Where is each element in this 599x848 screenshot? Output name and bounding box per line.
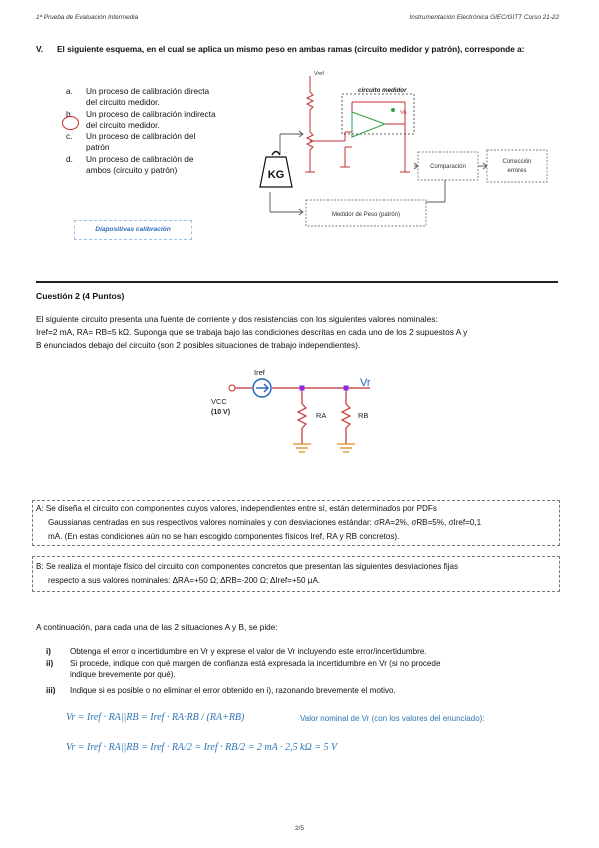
- opamp-symbol: [352, 112, 385, 137]
- option-label: b.: [66, 108, 73, 119]
- option-text: ambos (circuito y patrón): [86, 165, 178, 176]
- option-text: del circuito medidor.: [86, 119, 160, 130]
- question-2-para-2: Iref=2 mA, RA= RB=5 kΩ. Suponga que se trabaja bajo las condiciones descritas en cada uno de los 2 supuestos A y: [36, 327, 468, 337]
- equation-parallel: Vr = Iref · RA||RB = Iref · RA·RB / (RA+RB): [66, 712, 245, 723]
- label-iref: Iref: [254, 368, 265, 377]
- current-source-icon: [253, 379, 271, 397]
- item-text: Indique si es posible o no eliminar el error obtenido en i), razonando brevemente el motivo.: [70, 685, 396, 695]
- question-number: V.: [36, 44, 44, 54]
- option-b[interactable]: [66, 109, 266, 120]
- weight-icon: [260, 152, 292, 188]
- current-source-circuit: [200, 364, 400, 468]
- item-number: ii): [46, 658, 54, 668]
- label-vr: Vr: [360, 377, 371, 389]
- list-item: [36, 646, 558, 658]
- section-divider: [36, 281, 558, 283]
- ground-icon: [293, 444, 311, 452]
- option-text: Un proceso de calibración directa: [86, 86, 210, 96]
- label-rb: RB: [358, 411, 369, 420]
- question-2-para-1: El siguiente circuito presenta una fuente de corriente y dos resistencias con los siguientes valores nominales:: [36, 314, 438, 324]
- options-list: [66, 86, 266, 176]
- label-ra: RA: [316, 411, 327, 420]
- question-2-para-3: B enunciados debajo del circuito (son 2 posibles situaciones de trabajo independientes).: [36, 340, 361, 350]
- question-2-title: Cuestión 2 (4 Puntos): [36, 291, 125, 301]
- option-text: del circuito medidor.: [86, 97, 160, 108]
- instructions-intro: A continuación, para cada una de las 2 situaciones A y B, se pide:: [36, 622, 278, 632]
- case-a-line-3: mA. (En estas condiciones aún no se han escogido componentes físicos Iref, RA y RB concretos).: [48, 532, 400, 541]
- diagram-circuit-label: circuito medidor: [358, 87, 407, 94]
- correction-label-1: Corrección: [502, 159, 532, 165]
- item-text: Si procede, indique con qué margen de confianza está expresada la incertidumbre en Vr (si no procede: [70, 658, 441, 668]
- option-d[interactable]: [66, 154, 266, 165]
- case-a-line-1: A: Se diseña el circuito con componentes cuyos valores, independientes entre sí, están determinados por PDFs: [36, 504, 437, 513]
- option-text: Un proceso de calibración indirecta: [86, 108, 216, 119]
- ground-icon: [337, 444, 355, 452]
- option-label: a.: [66, 86, 73, 96]
- question-stem: El siguiente esquema, en el cual se aplica un mismo peso en ambas ramas (circuito medidor y patrón), corresponde a:: [57, 44, 525, 54]
- calibration-diagram: [250, 62, 560, 240]
- comparison-label: Comparación: [430, 164, 466, 170]
- node-rb: [344, 386, 349, 391]
- option-label: d.: [66, 153, 73, 164]
- option-c[interactable]: [66, 131, 266, 142]
- equation-note: Valor nominal de Vr (con los valores del enunciado):: [300, 714, 485, 723]
- case-a-line-2: Gaussianas centradas en sus respectivos valores nominales y con desviaciones estándar: σRA=2%, σRB=5%, σIref=0,1: [48, 518, 482, 527]
- selected-answer-circle: [62, 116, 79, 130]
- option-label: c.: [66, 131, 73, 142]
- equation-nominal: Vr = Iref · RA||RB = Iref · RA/2 = Iref · RB/2 = 2 mA · 2,5 kΩ = 5 V: [66, 742, 338, 753]
- list-item: [36, 685, 558, 697]
- header-left: 1ª Prueba de Evaluación Intermedia: [36, 14, 139, 21]
- weight-label: KG: [267, 169, 285, 181]
- task-list: [36, 646, 558, 696]
- correction-box: [487, 150, 547, 182]
- diagram-vo: Vo: [400, 110, 407, 116]
- diagram-vref: Vref: [314, 71, 324, 77]
- list-item: [36, 658, 558, 681]
- correction-label-2: errores: [507, 168, 527, 174]
- option-text: patrón: [86, 142, 110, 153]
- vcc-terminal: [229, 385, 235, 391]
- page-number: 2/5: [294, 825, 305, 832]
- node-ra: [300, 386, 305, 391]
- pattern-meter-label: Medidor de Peso (patrón): [331, 212, 401, 218]
- option-text: Un proceso de calibración de: [86, 153, 194, 164]
- option-a[interactable]: [66, 86, 266, 97]
- item-number: i): [46, 647, 51, 656]
- item-number: iii): [46, 685, 56, 695]
- label-vcc-value: (10 V): [211, 409, 231, 416]
- case-b-line-1: B: Se realiza el montaje físico del circuito con componentes concretos que presentan las siguientes desviaciones fijas: [36, 562, 459, 571]
- item-text: Obtenga el error o incertidumbre en Vr y exprese el valor de Vr incluyendo este error/incertidumbre.: [70, 647, 427, 656]
- slides-reference-badge[interactable]: Diapositivas calibración: [74, 220, 192, 240]
- case-b-line-2: respecto a sus valores nominales: ΔRA=+50 Ω; ΔRB=-200 Ω; ΔIref=+50 μA.: [48, 576, 321, 585]
- item-text-cont: indique brevemente por qué).: [70, 670, 176, 680]
- label-vcc: VCC: [211, 397, 227, 406]
- header-right: Instrumentación Electrónica GIEC/GITT Curso 21-22: [409, 14, 559, 21]
- option-text: Un proceso de calibración del: [86, 131, 196, 142]
